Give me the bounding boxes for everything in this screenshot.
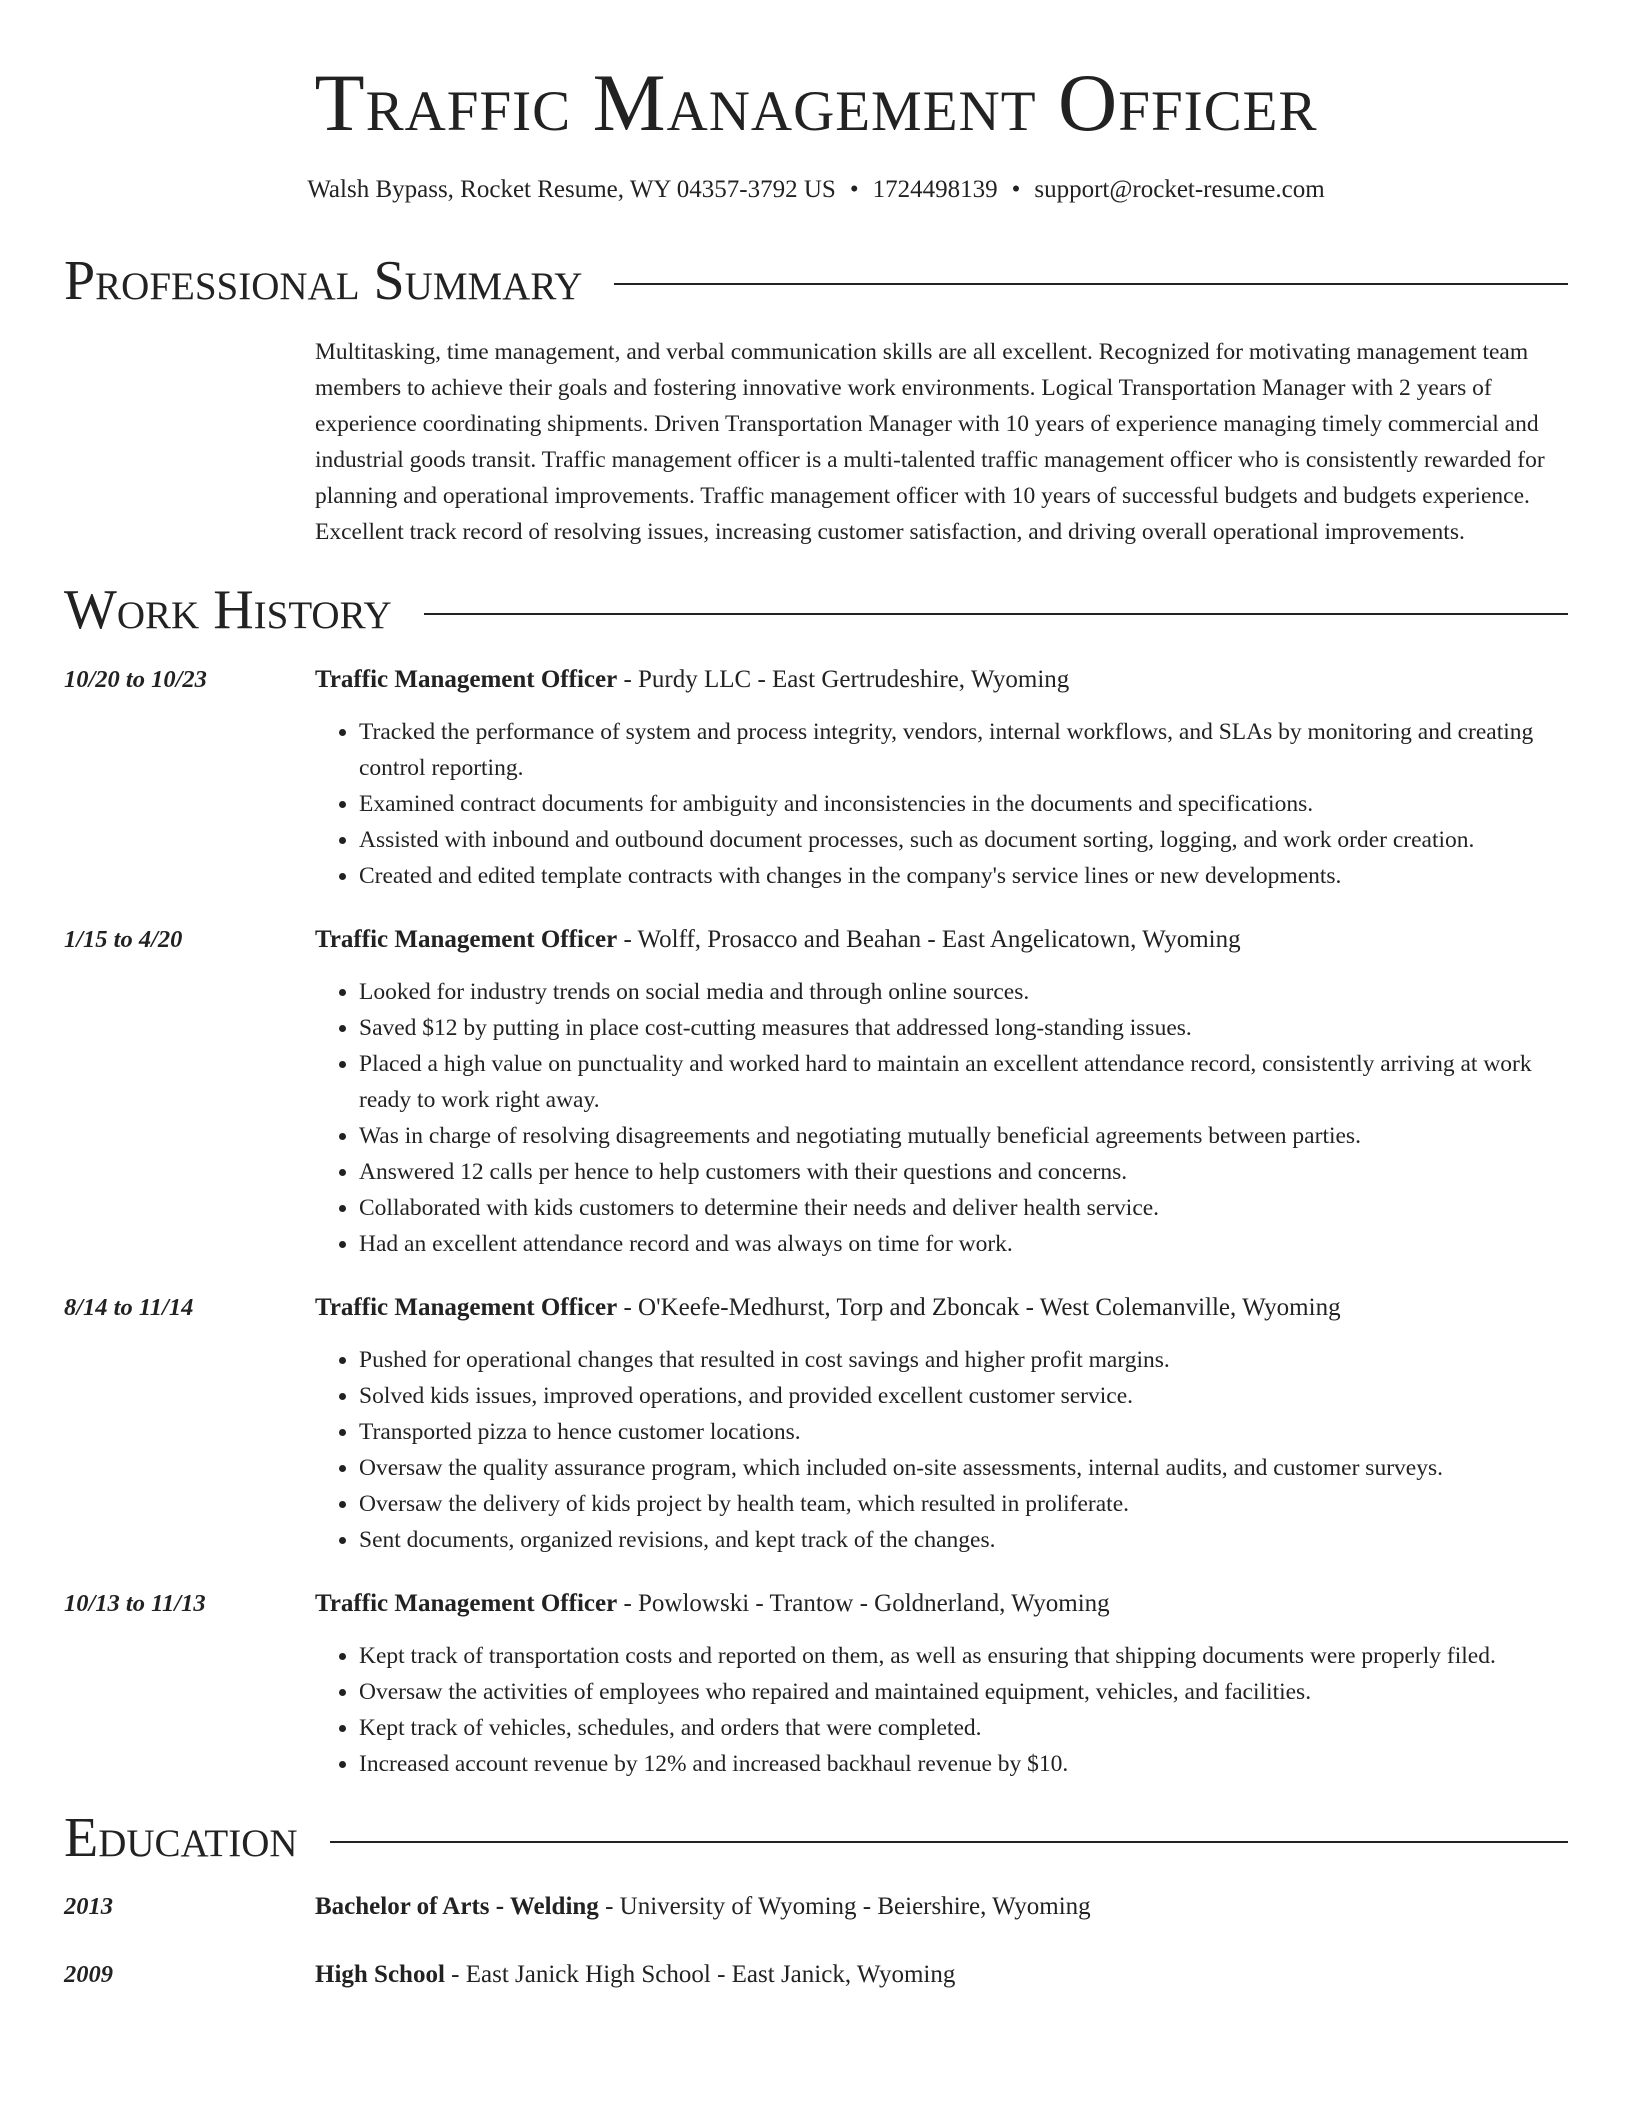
list-item: • Oversaw the delivery of kids project by health team, which resulted in proliferate.: [359, 1486, 1568, 1522]
resume-page: [64, 0, 1568, 1993]
list-item: • Sent documents, organized revisions, and kept track of the changes.: [359, 1522, 1568, 1558]
candidate-name: Traffic Management Officer: [314, 57, 1318, 148]
list-item: • Examined contract documents for ambiguity and inconsistencies in the documents and specifications.: [359, 786, 1568, 822]
job-bullets: [315, 714, 1568, 894]
job-body: [315, 1586, 1568, 1782]
list-item: • Kept track of vehicles, schedules, and orders that were completed.: [359, 1710, 1568, 1746]
list-item: • Was in charge of resolving disagreements and negotiating mutually beneficial agreements between parties.: [359, 1118, 1568, 1154]
education-section-header: [64, 1808, 1568, 1870]
contact-separator: •: [849, 176, 859, 204]
contact-phone: 1724498139: [872, 176, 998, 204]
list-item: • Assisted with inbound and outbound document processes, such as document sorting, logging, and work order creation.: [359, 822, 1568, 858]
list-item: • Transported pizza to hence customer locations.: [359, 1414, 1568, 1450]
job-dates: 10/20 to 10/23: [64, 665, 207, 693]
list-item: • Looked for industry trends on social media and through online sources.: [359, 974, 1568, 1010]
job-bullets: [315, 1638, 1568, 1782]
education-year: 2013: [64, 1893, 113, 1921]
job-title: Traffic Management Officer: [315, 665, 618, 693]
job-entry: [64, 1586, 1568, 1782]
job-body: [315, 662, 1568, 894]
list-item: • Tracked the performance of system and process integrity, vendors, internal workflows, and SLAs by monitoring and creating control reporting.: [359, 714, 1568, 786]
list-item: • Saved $12 by putting in place cost-cutting measures that addressed long-standing issues.: [359, 1010, 1568, 1046]
list-item: • Pushed for operational changes that resulted in cost savings and higher profit margins.: [359, 1342, 1568, 1378]
job-dates: 1/15 to 4/20: [64, 925, 183, 953]
job-employer: - Wolff, Prosacco and Beahan - East Angelicatown, Wyoming: [617, 925, 1241, 953]
education-entry: [64, 1957, 1568, 1993]
contact-line: [64, 174, 1568, 207]
contact-email: support@rocket-resume.com: [1034, 176, 1325, 204]
job-entry: [64, 922, 1568, 1262]
education-year: 2009: [64, 1961, 113, 1989]
job-title: Traffic Management Officer: [315, 1293, 618, 1321]
job-title: Traffic Management Officer: [315, 1589, 618, 1617]
job-employer: - Powlowski - Trantow - Goldnerland, Wyoming: [617, 1589, 1110, 1617]
contact-separator: •: [1011, 176, 1021, 204]
job-bullets: [315, 974, 1568, 1262]
education-school: - East Janick High School - East Janick, Wyoming: [444, 1961, 956, 1989]
job-body: [315, 1290, 1568, 1558]
job-employer: - O'Keefe-Medhurst, Torp and Zboncak - West Colemanville, Wyoming: [617, 1293, 1341, 1321]
education-line: [315, 1957, 955, 1993]
list-item: • Solved kids issues, improved operations, and provided excellent customer service.: [359, 1378, 1568, 1414]
education-heading: Education: [64, 1806, 298, 1869]
summary-text: Multitasking, time management, and verbal communication skills are all excellent. Recognized for motivating management team members to achieve their goals and fostering innovative work environments. Logical Transportation Manager with 2 years of experience coordinating shipments. Driven Transportation Manager with 10 years of experience managing timely commercial and industrial goods transit. Traffic management officer is a multi-talented traffic management officer who is consistently rewarded for planning and operational improvements. Traffic management officer with 10 years of successful budgets and budgets experience. Excellent track record of resolving issues, increasing customer satisfaction, and driving overall operational improvements.: [315, 339, 1545, 546]
job-entry: [64, 662, 1568, 894]
list-item: • Created and edited template contracts with changes in the company's service lines or new developments.: [359, 858, 1568, 894]
job-title-line: [315, 922, 1568, 958]
job-bullets: [315, 1342, 1568, 1558]
contact-address: Walsh Bypass, Rocket Resume, WY 04357-3792 US: [307, 176, 836, 204]
education-line: [315, 1889, 1091, 1925]
section-divider: [614, 283, 1568, 285]
education-entry: [64, 1889, 1568, 1925]
job-title-line: [315, 1290, 1568, 1326]
education-degree: High School: [315, 1961, 445, 1989]
job-dates: 10/13 to 11/13: [64, 1589, 206, 1617]
section-divider: [330, 1841, 1568, 1843]
education-degree: Bachelor of Arts - Welding: [315, 1893, 599, 1921]
list-item: • Kept track of transportation costs and reported on them, as well as ensuring that shipping documents were properly filed.: [359, 1638, 1568, 1674]
list-item: • Had an excellent attendance record and was always on time for work.: [359, 1226, 1568, 1262]
summary-section-header: [64, 251, 1568, 313]
job-title: Traffic Management Officer: [315, 925, 618, 953]
job-title-line: [315, 1586, 1568, 1622]
list-item: • Increased account revenue by 12% and increased backhaul revenue by $10.: [359, 1746, 1568, 1782]
work-section-header: [64, 580, 1568, 642]
list-item: • Answered 12 calls per hence to help customers with their questions and concerns.: [359, 1154, 1568, 1190]
list-item: • Oversaw the activities of employees who repaired and maintained equipment, vehicles, and facilities.: [359, 1674, 1568, 1710]
job-title-line: [315, 662, 1568, 698]
list-item: • Oversaw the quality assurance program, which included on-site assessments, internal audits, and customer surveys.: [359, 1450, 1568, 1486]
section-divider: [424, 613, 1568, 615]
education-school: - University of Wyoming - Beiershire, Wyoming: [598, 1893, 1091, 1921]
summary-heading: Professional Summary: [64, 249, 583, 312]
job-employer: - Purdy LLC - East Gertrudeshire, Wyoming: [617, 665, 1070, 693]
list-item: • Placed a high value on punctuality and worked hard to maintain an excellent attendance record, consistently arriving at work ready to work right away.: [359, 1046, 1568, 1118]
job-dates: 8/14 to 11/14: [64, 1293, 194, 1321]
job-entry: [64, 1290, 1568, 1558]
work-heading: Work History: [64, 579, 392, 642]
list-item: • Collaborated with kids customers to determine their needs and deliver health service.: [359, 1190, 1568, 1226]
job-body: [315, 922, 1568, 1262]
